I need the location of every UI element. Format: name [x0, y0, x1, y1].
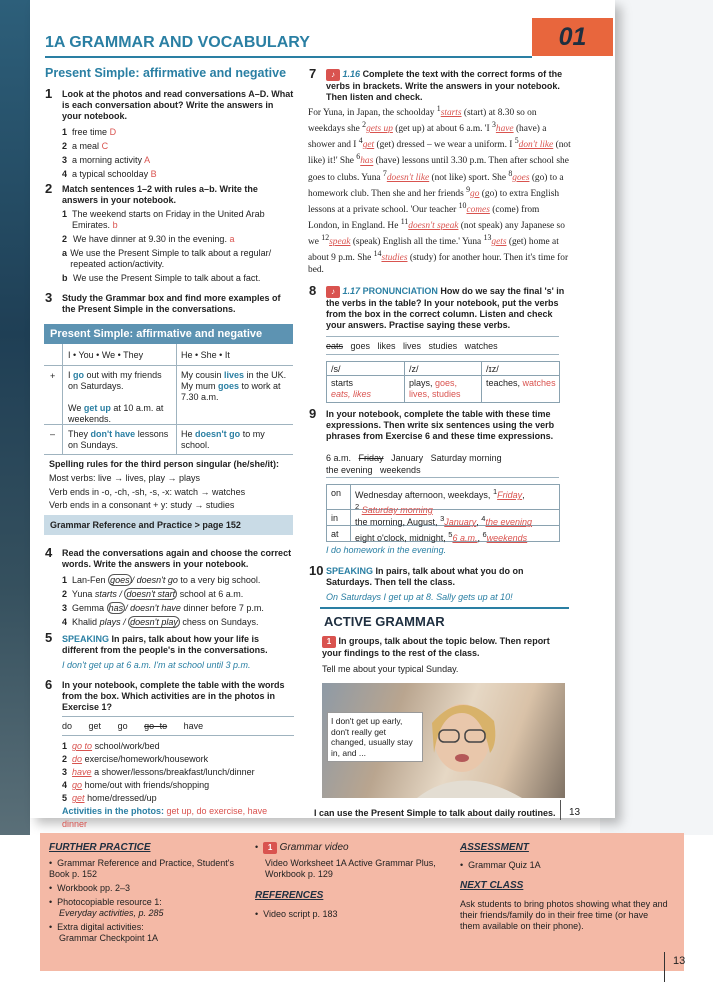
table-cell: plays, goes, lives, studies — [409, 378, 461, 399]
list-item: • Photocopiable resource 1: Everyday activities, p. 285 — [49, 897, 164, 918]
divider — [481, 361, 482, 402]
list-item: 4 a typical schoolday B — [62, 169, 157, 179]
assessment-title: ASSESSMENT — [460, 842, 529, 853]
background-right — [600, 0, 713, 835]
list-item: b We use the Present Simple to talk about a fact. — [62, 273, 261, 283]
divider — [404, 361, 405, 402]
exercise-instruction: Match sentences 1–2 with rules a–b. Write the answers in your notebook. — [62, 184, 258, 205]
grammar-example: He doesn't go to my school. — [181, 429, 265, 450]
list-item: 2 a meal C — [62, 141, 109, 151]
assessment-list: • Grammar Quiz 1A — [460, 860, 541, 870]
divider — [62, 716, 294, 717]
list-item: 3 a morning activity A — [62, 155, 151, 165]
audio-icon[interactable]: ♪ — [326, 69, 340, 81]
table-header: in — [331, 513, 339, 523]
list-item: 4 go home/out with friends/shopping — [62, 780, 210, 790]
next-class-text: Ask students to bring photos showing what they and their friends/family do in their free time (or have them available on their phone). — [460, 899, 668, 931]
divider — [176, 344, 177, 454]
list-item: 3 Gemma has / doesn't have dinner before 7 p.m. — [62, 603, 264, 613]
list-item: • Grammar Reference and Practice, Student's Book p. 152 — [49, 858, 234, 879]
table-header: on — [331, 488, 342, 498]
exercise-number: 1 — [45, 86, 53, 101]
list-item: 1 The weekend starts on Friday in the United Arab Emirates. b — [62, 209, 265, 230]
table-cell: the morning, August, $^3$January, $^4$the evening — [355, 514, 533, 527]
list-item: 2 Yuna starts / doesn't start school at 6 a.m. — [62, 589, 244, 599]
list-item: 1 free time D — [62, 127, 117, 137]
list-item: 2 We have dinner at 9.30 in the evening. a — [62, 234, 235, 244]
title-divider — [45, 56, 532, 58]
table-header: /ɪz/ — [486, 364, 499, 374]
audio-icon[interactable]: ♪ — [326, 286, 340, 298]
references-title: REFERENCES — [255, 890, 324, 901]
speech-bubble: I don't get up early, don't really get changed, usually stay in, and ... — [327, 712, 423, 762]
spelling-rules-title: Spelling rules for the third person singular (he/she/it): — [49, 459, 280, 469]
exercise-instruction: Read the conversations again and choose the correct words. Write the answers in your notebook. — [62, 548, 292, 569]
list-item: a We use the Present Simple to talk about a regular/ repeated action/activity. — [62, 248, 272, 269]
grammar-col-header: He • She • It — [181, 350, 230, 360]
divider — [326, 375, 559, 376]
exercise-instruction: Look at the photos and read conversations A–D. What is each conversation about? Write the answers in your notebook. — [62, 89, 294, 121]
unit-badge: 01 — [532, 18, 613, 56]
discussion-topic: Tell me about your typical Sunday. — [322, 664, 459, 674]
grammar-reference-link[interactable]: Grammar Reference and Practice > page 152 — [44, 515, 293, 535]
exercise-instruction: In your notebook, complete the table with these time expressions. Then write six sentences using the verb phrases from Exercise 6 and these time expressions. — [326, 409, 555, 441]
list-item: 3 have a shower/lessons/breakfast/lunch/dinner — [62, 767, 255, 777]
list-item: 1 Lan-Fen goes / doesn't go to a very big school. — [62, 575, 261, 585]
table-header: /s/ — [331, 364, 341, 374]
example-answer: On Saturdays I get up at 8. Sally gets up at 10! — [326, 592, 513, 602]
list-item: 2 do exercise/homework/housework — [62, 754, 209, 764]
example-answer: I don't get up at 6 a.m. I'm at school until 3 p.m. — [62, 660, 251, 670]
table-header: at — [331, 529, 339, 539]
list-item: 5 get home/dressed/up — [62, 793, 157, 803]
exercise-number: 4 — [45, 545, 53, 560]
divider — [320, 607, 569, 609]
exercise-4-items — [62, 573, 294, 629]
exercise-number: 7 — [309, 66, 317, 81]
divider — [664, 952, 665, 982]
grammar-box-title: Present Simple: affirmative and negative — [44, 324, 293, 344]
table-cell: starts eats, likes — [331, 378, 372, 399]
exercise-instruction: In your notebook, complete the table with the words from the box. Which activities are in the photos in Exercise 1? — [62, 680, 285, 712]
exercise-instruction: SPEAKING In pairs, talk about what you do on Saturdays. Then tell the class. — [326, 566, 524, 587]
list-item: • Workbook pp. 2–3 — [49, 883, 131, 893]
exercise-number: 5 — [45, 630, 53, 645]
word-box: eats goes likes lives studies watches — [326, 341, 498, 351]
divider — [326, 477, 559, 478]
video-icon[interactable]: 1 — [322, 636, 336, 648]
grammar-video-block: • 1 Grammar video Video Worksheet 1A Active Grammar Plus, Workbook p. 129 — [255, 842, 436, 879]
exercise-number: 9 — [309, 406, 317, 421]
spelling-rules: Most verbs: live → lives, play → plays Verb ends in -o, -ch, -sh, -s, -x: watch → watches Verb ends in a consonant + y: study → studies — [49, 473, 246, 510]
exercise-number: 10 — [309, 563, 324, 578]
further-practice-title: FURTHER PRACTICE — [49, 842, 151, 853]
references-list: • Video script p. 183 — [255, 909, 338, 919]
table-cell: teaches, watches — [486, 378, 556, 388]
divider — [62, 735, 294, 736]
photos-answer: Activities in the photos: get up, do exercise, have dinner — [62, 806, 268, 829]
exercise-number: 2 — [45, 181, 53, 196]
exercise-1-items — [62, 125, 292, 181]
table-cell: Wednesday afternoon, weekdays, $^1$Friday, $^2$ Saturday morning — [355, 487, 525, 515]
divider — [44, 424, 293, 425]
exercise-instruction: ♪ 1.17 PRONUNCIATION How do we say the final 's' in the verbs in the table? In your notebook, put the verbs from the box in the correct column. Listen and check your answers. Practise saying these verbs. — [326, 286, 565, 330]
grammar-example: They don't have lessons on Sundays. — [68, 429, 169, 450]
further-practice-list — [49, 858, 249, 944]
exercise-instruction: Study the Grammar box and find more examples of the Present Simple in the conversations. — [62, 293, 281, 314]
section-title: Present Simple: affirmative and negative — [45, 66, 287, 80]
divider — [44, 454, 293, 455]
divider — [44, 365, 293, 366]
page-title: 1A GRAMMAR AND VOCABULARY — [45, 34, 310, 51]
table-header: /z/ — [409, 364, 419, 374]
active-grammar-title: ACTIVE GRAMMAR — [324, 614, 445, 629]
page-number-outer: 13 — [673, 955, 686, 967]
video-icon[interactable]: 1 — [263, 842, 277, 854]
exercise-instruction: ♪ 1.16 Complete the text with the correct forms of the verbs in brackets. Write the answers in your notebook. Then listen and check. — [326, 69, 563, 102]
divider — [326, 354, 559, 355]
word-box: 6 a.m. Friday January Saturday morning the evening weekends — [326, 453, 502, 475]
list-item: • Extra digital activities: Grammar Checkpoint 1A — [49, 922, 159, 943]
word-box: do get go go to have — [62, 721, 204, 731]
plus-sign: + — [50, 371, 56, 381]
minus-sign: – — [50, 429, 56, 439]
grammar-example: My cousin lives in the UK. My mum goes to work at 7.30 a.m. — [181, 370, 287, 402]
divider — [350, 484, 351, 541]
exercise-number: 8 — [309, 283, 317, 298]
example-answer: I do homework in the evening. — [326, 545, 447, 555]
table-cell: eight o'clock, midnight, $^5$6 a.m., $^6$weekends — [355, 530, 528, 543]
exercise-number: 3 — [45, 290, 53, 305]
reading-text: For Yuna, in Japan, the schoolday $^1$starts (start) at 8.30 so on weekdays she $^2$gets up (get up) at about 6 a.m. 'I $^3$have (have) a shower and I $^4$get (get) dressed – we wear a uniform. I $^5$don't like (not like) it!' She $^6$has (have) lessons until 3.30 p.m. Then after school she goes to clubs. Yuna $^7$doesn't like (not like) sport. She $^8$goes (go) to a homework club. Then she and her friends $^9$go (go) to extra English lessons at a private school. 'Our teacher $^{10}$comes (come) from London, in England. He $^{11}$doesn't speak (not speak) any Japanese so we $^{12}$speak (speak) English all the time.' Yuna $^{13}$gets (get) home at about 9 p.m. She $^{14}$studies (study) for another hour. Then it's time for bed. — [308, 104, 571, 276]
exercise-instruction: 1 In groups, talk about the topic below. Then report your findings to the rest of the class. — [322, 636, 550, 658]
list-item: 4 Khalid plays / doesn't play chess on Sundays. — [62, 617, 259, 627]
divider — [560, 800, 561, 820]
list-item: 1 go to school/work/bed — [62, 741, 160, 751]
divider — [326, 336, 559, 337]
exercise-2-items — [62, 209, 292, 284]
grammar-col-header: I • You • We • They — [68, 350, 144, 360]
can-do-statement: I can use the Present Simple to talk about daily routines. — [314, 808, 556, 818]
photo-strip-left — [0, 0, 30, 835]
next-class-title: NEXT CLASS — [460, 880, 524, 891]
exercise-6-items — [62, 740, 294, 831]
page-number-inner: 13 — [569, 807, 581, 818]
exercise-instruction: SPEAKING In pairs, talk about how your life is different from the people's in the conversations. — [62, 634, 268, 655]
exercise-number: 6 — [45, 677, 53, 692]
divider — [62, 344, 63, 454]
grammar-example: I go out with my friends on Saturdays. We get up at 10 a.m. at weekends. — [68, 370, 164, 424]
